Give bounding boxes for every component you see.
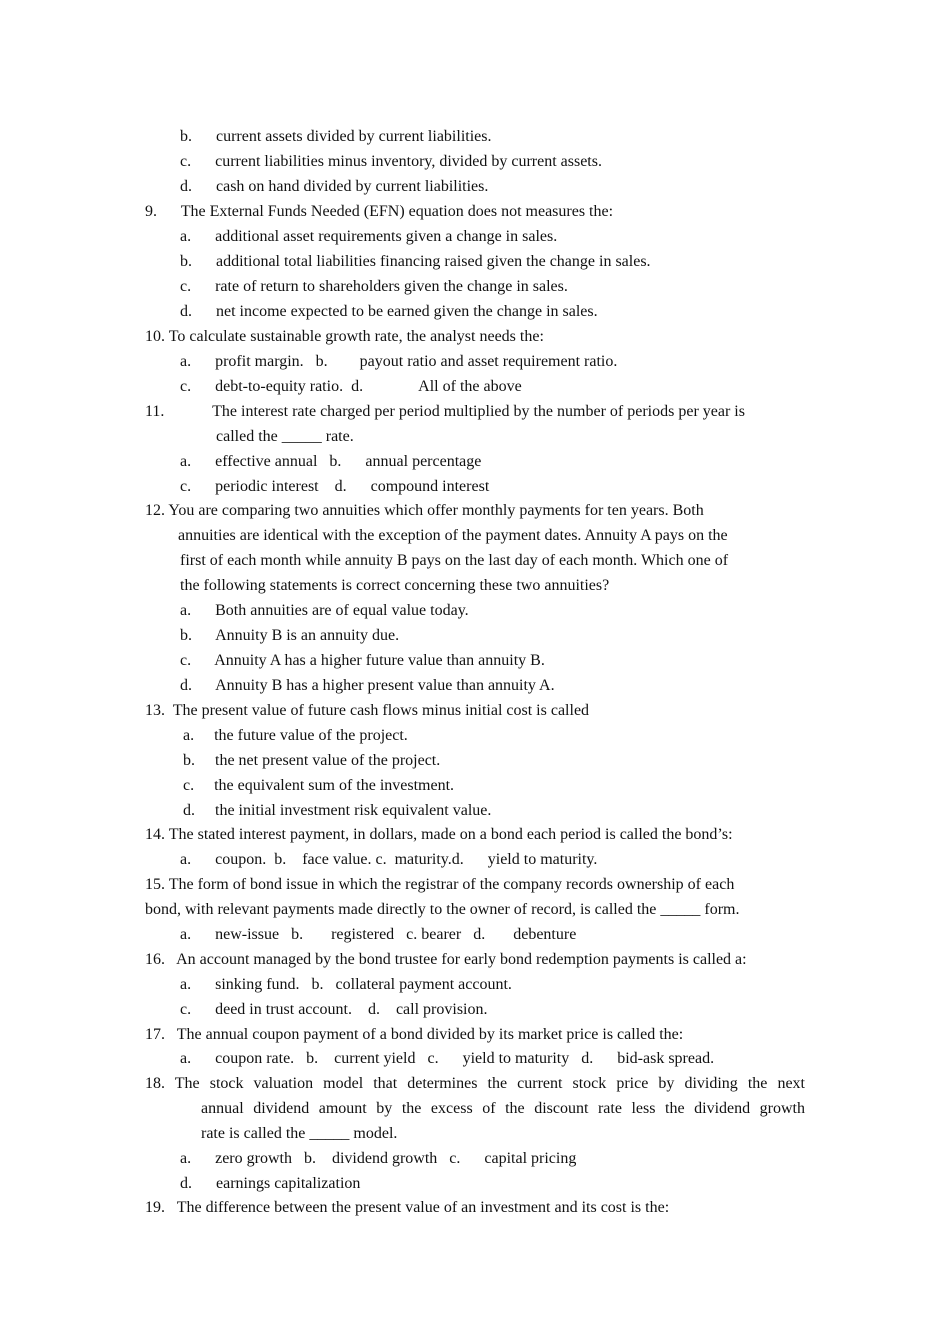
text-line: rate is called the _____ model. [201, 1125, 398, 1142]
text-line: b. additional total liabilities financing raised given the change in sales. [180, 253, 651, 270]
text-line: the following statements is correct concerning these two annuities? [180, 577, 610, 594]
text-line: bond, with relevant payments made directly to the owner of record, is called the _____ form. [145, 901, 740, 918]
question-9: 9. The External Funds Needed (EFN) equation does not measures the: [145, 203, 614, 220]
text-line: b. the net present value of the project. [183, 752, 441, 769]
text-line: d. cash on hand divided by current liabilities. [180, 178, 489, 195]
question-16: 16. An account managed by the bond trustee for early bond redemption payments is called a: [145, 951, 747, 968]
text-line: a. profit margin. b. payout ratio and asset requirement ratio. [180, 353, 618, 370]
text-line: c. rate of return to shareholders given the change in sales. [180, 278, 568, 295]
text-line: annual dividend amount by the excess of the discount rate less the dividend growth [201, 1100, 805, 1117]
text-line: b. Annuity B is an annuity due. [180, 627, 400, 644]
question-10: 10. To calculate sustainable growth rate, the analyst needs the: [145, 328, 544, 345]
text-line: a. Both annuities are of equal value today. [180, 602, 469, 619]
text-line: a. additional asset requirements given a change in sales. [180, 228, 558, 245]
question-12: 12. You are comparing two annuities which offer monthly payments for ten years. Both [145, 502, 704, 519]
text-line: c. deed in trust account. d. call provision. [180, 1001, 488, 1018]
question-14: 14. The stated interest payment, in dollars, made on a bond each period is called the bond’s: [145, 826, 733, 843]
text-line: c. periodic interest d. compound interest [180, 478, 490, 495]
text-line: d. the initial investment risk equivalent value. [183, 802, 492, 819]
text-line: c. Annuity A has a higher future value than annuity B. [180, 652, 545, 669]
question-18: 18. The stock valuation model that determines the current stock price by dividing the next [145, 1075, 805, 1092]
text-line: d. net income expected to be earned given the change in sales. [180, 303, 598, 320]
text-line: d. earnings capitalization [180, 1175, 361, 1192]
text-line: called the _____ rate. [216, 428, 354, 445]
text-line: a. sinking fund. b. collateral payment account. [180, 976, 512, 993]
question-11: 11. The interest rate charged per period multiplied by the number of periods per year is [145, 403, 745, 420]
text-line: c. debt-to-equity ratio. d. All of the above [180, 378, 522, 395]
text-line: first of each month while annuity B pays on the last day of each month. Which one of [180, 552, 729, 569]
text-line: b. current assets divided by current liabilities. [180, 128, 492, 145]
text-line: a. effective annual b. annual percentage [180, 453, 482, 470]
text-line: a. coupon. b. face value. c. maturity.d. yield to maturity. [180, 851, 598, 868]
text-line: c. current liabilities minus inventory, divided by current assets. [180, 153, 602, 170]
text-line: c. the equivalent sum of the investment. [183, 777, 455, 794]
text-line: a. zero growth b. dividend growth c. capital pricing [180, 1150, 577, 1167]
text-line: annuities are identical with the exception of the payment dates. Annuity A pays on the [178, 527, 728, 544]
question-19: 19. The difference between the present value of an investment and its cost is the: [145, 1199, 670, 1216]
text-line: a. new-issue b. registered c. bearer d. debenture [180, 926, 577, 943]
text-line: a. the future value of the project. [183, 727, 408, 744]
question-17: 17. The annual coupon payment of a bond divided by its market price is called the: [145, 1026, 684, 1043]
text-line: d. Annuity B has a higher present value than annuity A. [180, 677, 555, 694]
question-13: 13. The present value of future cash flows minus initial cost is called [145, 702, 590, 719]
question-15: 15. The form of bond issue in which the registrar of the company records ownership of each [145, 876, 735, 893]
text-line: a. coupon rate. b. current yield c. yield to maturity d. bid-ask spread. [180, 1050, 715, 1067]
